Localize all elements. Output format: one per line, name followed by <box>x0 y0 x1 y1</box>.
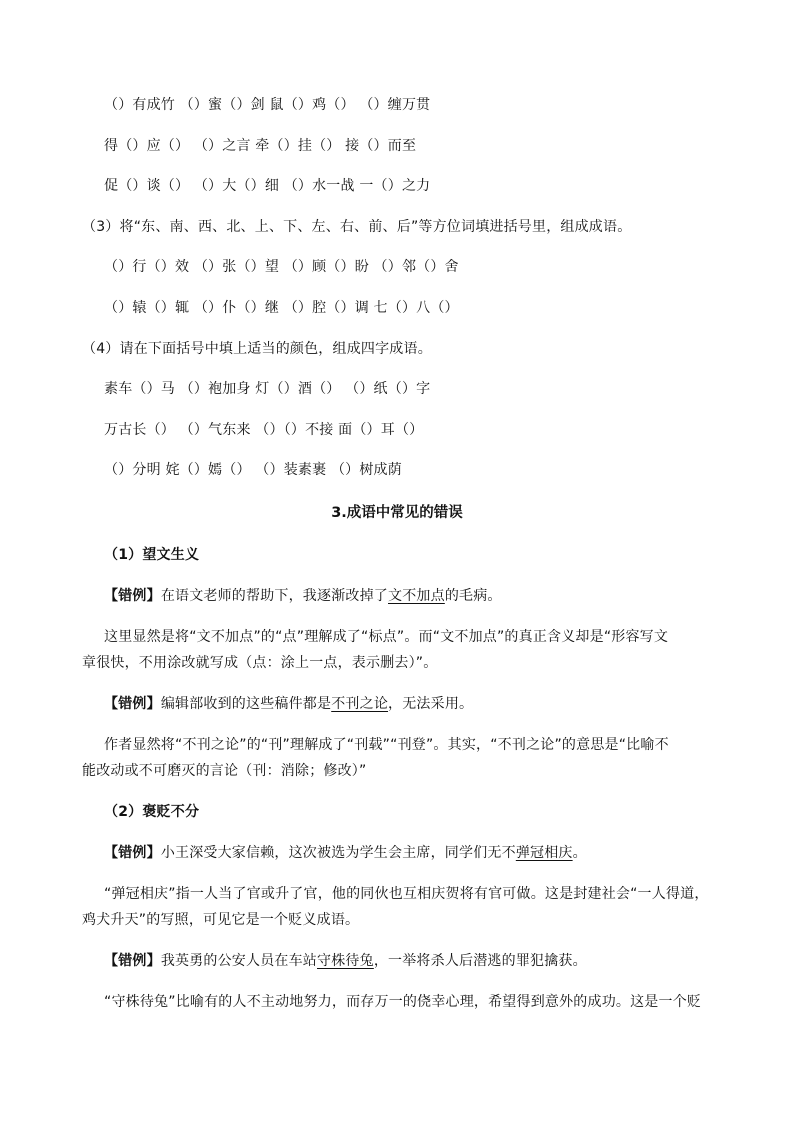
error-example <box>104 843 587 863</box>
explanation-line: “守株待兔”比喻有的人不主动地努力，而存万一的侥幸心理，希望得到意外的成功。这是一个贬 <box>104 994 702 1010</box>
idiom-fill-line: （）分明 姹（）嫣（） （）装素裹 （）树成荫 <box>104 462 402 478</box>
idiom-fill-line: （）有成竹 （）蜜（）剑 鼠（）鸡（） （）缠万贯 <box>104 97 431 113</box>
explanation-line: 能改动或不可磨灭的言论（刊：消除；修改）” <box>82 763 367 779</box>
explanation-line: 章很快，不用涂改就写成（点：涂上一点，表示删去）”。 <box>82 655 438 671</box>
idiom-fill-line: 素车（）马 （）袍加身 灯（）酒（） （）纸（）字 <box>104 381 431 397</box>
idiom-fill-line: 得（）应（） （）之言 牵（）挂（） 接（）而至 <box>104 138 417 154</box>
error-idiom: 文不加点 <box>388 588 445 604</box>
error-example <box>104 694 473 714</box>
question-4-title: （4）请在下面括号中填上适当的颜色，组成四字成语。 <box>82 341 432 357</box>
explanation-line: 这里显然是将“文不加点”的“点”理解成了“标点”。而“文不加点”的真正含义却是“形容写文 <box>104 629 669 645</box>
error-example-tag: 【错例】 <box>104 953 161 969</box>
subsection-title: （2）褒贬不分 <box>104 804 200 820</box>
error-example-text: 在语文老师的帮助下，我逐渐改掉了 <box>160 588 389 604</box>
error-example-tag: 【错例】 <box>104 845 161 861</box>
idiom-fill-line: 促（）谈（） （）大（）细 （）水一战 一（）之力 <box>104 178 431 194</box>
error-example-tag: 【错例】 <box>104 588 161 604</box>
error-example <box>104 586 502 606</box>
explanation-line: 鸡犬升天”的写照，可见它是一个贬义成语。 <box>82 912 360 928</box>
error-example-text: ，无法采用。 <box>388 696 474 712</box>
question-3-title: （3）将“东、南、西、北、上、下、左、右、前、后”等方位词填进括号里，组成成语。 <box>82 219 632 235</box>
error-idiom: 守株待兔 <box>317 953 374 969</box>
subsection-title: （1）望文生义 <box>104 547 200 563</box>
error-example-text: ，一举将杀人后潜逃的罪犯擒获。 <box>373 953 587 969</box>
idiom-fill-line: 万古长（） （）气东来 （）（）不接 面（）耳（） <box>104 422 424 438</box>
error-example-tag: 【错例】 <box>104 696 161 712</box>
error-example-text: 编辑部收到的这些稿件都是 <box>160 696 332 712</box>
section-heading: 3.成语中常见的错误 <box>331 505 463 521</box>
error-example-text: 。 <box>572 845 587 861</box>
error-example-text: 我英勇的公安人员在车站 <box>160 953 318 969</box>
error-idiom: 弹冠相庆 <box>515 845 573 861</box>
error-example-text: 小王深受大家信赖，这次被选为学生会主席，同学们无不 <box>160 845 516 861</box>
error-example-text: 的毛病。 <box>444 588 502 604</box>
explanation-line: 作者显然将“不刊之论”的“刊”理解成了“刊载”“刊登”。其实，“不刊之论”的意思是“比喻不 <box>104 737 669 753</box>
error-example <box>104 951 587 971</box>
error-idiom: 不刊之论 <box>331 696 389 712</box>
explanation-line: “弹冠相庆”指一人当了官或升了官，他的同伙也互相庆贺将有官可做。这是封建社会“一人得道， <box>104 886 709 902</box>
idiom-fill-line: （）行（）效 （）张（）望 （）顾（）盼 （）邻（）舍 <box>104 259 459 275</box>
idiom-fill-line: （）辕（）辄 （）仆（）继 （）腔（）调 七（）八（） <box>104 300 459 316</box>
